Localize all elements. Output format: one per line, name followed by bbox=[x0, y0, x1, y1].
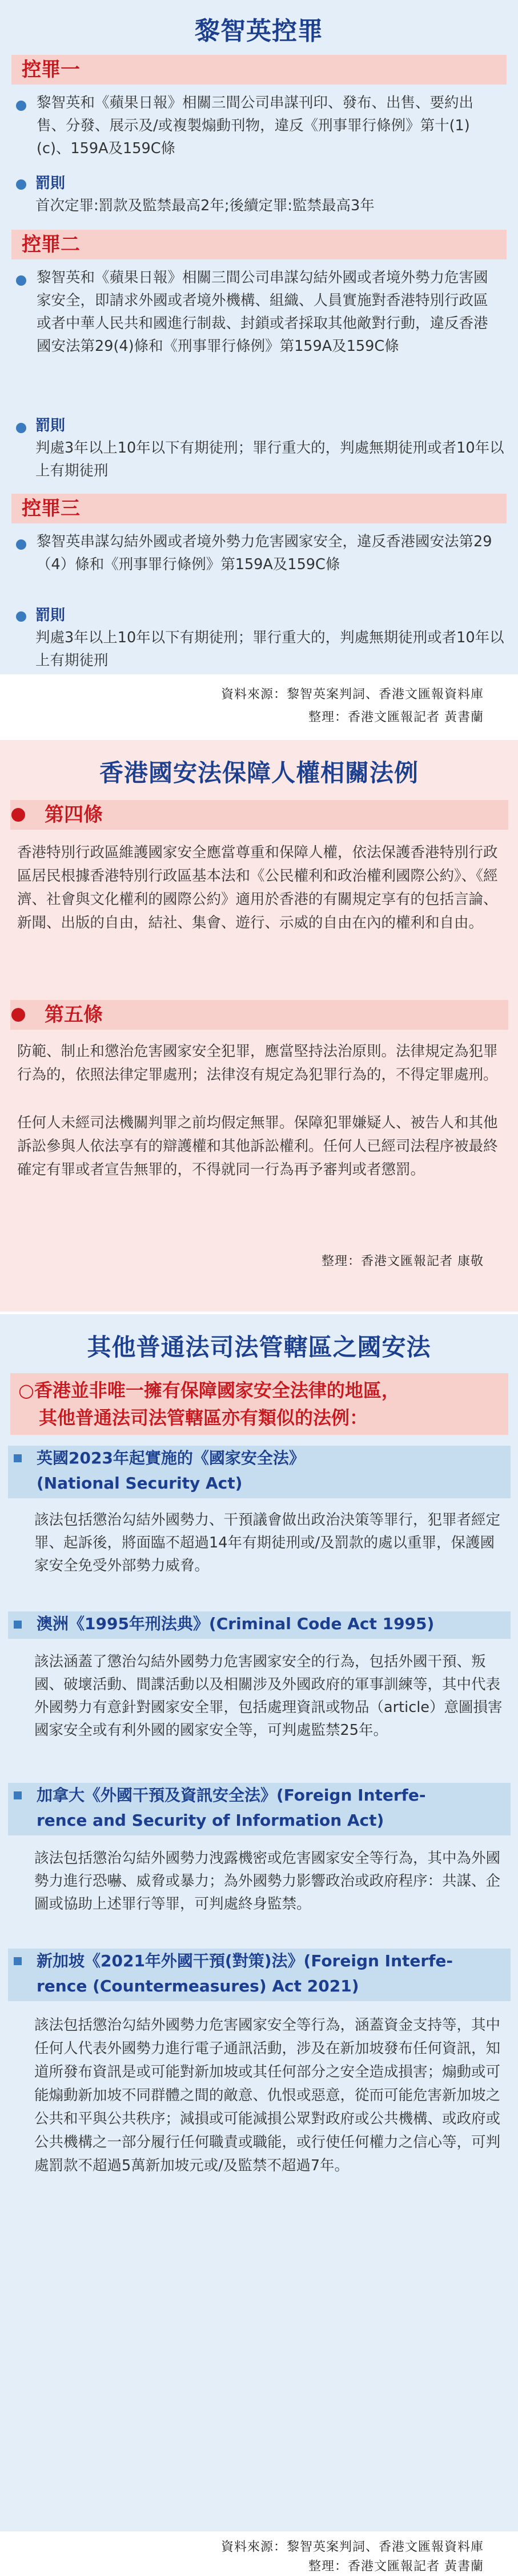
country-title-singapore: 新加坡《2021年外國干預(對策)法》(Foreign Interfe- bbox=[37, 1951, 453, 1970]
article-4-header: 第四條 bbox=[10, 800, 508, 830]
square-bullet-icon bbox=[14, 1957, 22, 1965]
country-text-singapore: 該法包括懲治勾結外國勢力危害國家安全等行為，涵蓋資金支持等，其中任何人代表外國勢力進行電子通訊活動，涉及在新加坡發布任何資訊，知道所發布資訊是或可能對新加坡或其任何部分之安全造成損害；煽動或可能煽動新加坡不同群體之間的敵意、仇恨或惡意，從而可能危害新加坡之公共和平與公共秩序；減損或可能減損公眾對政府或公共機構、或政府或公共機構之一部分履行任何職責或職能，或行使任何權力之信心等，可判處罰款不超過5萬新加坡元或/及監禁不超過7年。 bbox=[34, 2017, 501, 2174]
intro-line-1: ○香港並非唯一擁有保障國家安全法律的地區， bbox=[18, 1379, 400, 1401]
charge-1-penalty-label: 罰則 bbox=[35, 175, 66, 192]
charge-3-penalty-text: 判處3年以上10年以下有期徒刑；罪行重大的，判處無期徒刑或者10年以上有期徒刑 bbox=[35, 629, 504, 669]
compiler-credit: 整理：香港文匯報記者 黃書蘭 bbox=[308, 710, 484, 725]
country-header-australia bbox=[8, 1611, 511, 1639]
square-bullet-icon bbox=[14, 1621, 22, 1629]
charge-1-text: 黎智英和《蘋果日報》相關三間公司串謀刊印、發布、出售、要約出售、分發、展示及/或複製煽動刊物，違反《刑事罪行條例》第十(1)(c)、159A及159C條 bbox=[37, 94, 474, 157]
charge-2-header: 控罪二 bbox=[11, 230, 507, 259]
country-subtitle-uk: (National Security Act) bbox=[37, 1474, 243, 1493]
charge-2-penalty-label: 罰則 bbox=[35, 417, 66, 434]
country-subtitle-canada: rence and Security of Information Act) bbox=[37, 1811, 384, 1830]
bullet-icon bbox=[16, 611, 26, 622]
square-bullet-icon bbox=[14, 1454, 22, 1462]
article-5-header: 第五條 bbox=[10, 1000, 508, 1030]
charge-3-text: 黎智英串謀勾結外國或者境外勢力危害國家安全，違反香港國安法第29（4）條和《刑事罪行條例》第159A及159C條 bbox=[37, 533, 492, 573]
charge-1-penalty-text: 首次定罪:罰款及監禁最高2年;後續定罪:監禁最高3年 bbox=[35, 197, 375, 214]
article-5-text-1: 防範、制止和懲治危害國家安全犯罪，應當堅持法治原則。法律規定為犯罪行為的，依照法律定罪處刑；法律沒有規定為犯罪行為的，不得定罪處刑。 bbox=[17, 1043, 498, 1083]
country-header-canada bbox=[8, 1783, 511, 1835]
country-text-australia: 該法涵蓋了懲治勾結外國勢力危害國家安全的行為，包括外國干預、叛國、破壞活動、間諜活動以及相關涉及外國政府的軍事訓練等，其中代表外國勢力有意針對國家安全罪，包括處理資訊或物品（article）意圖損害國家安全或有利外國的國家安全等，可判處監禁25年。 bbox=[34, 1653, 503, 1739]
intro-box bbox=[10, 1373, 508, 1435]
article-5-text-2: 任何人未經司法機關判罪之前均假定無罪。保障犯罪嫌疑人、被告人和其他訴訟參與人依法享有的辯護權和其他訴訟權利。任何人已經司法程序被最終確定有罪或者宣告無罪的，不得就同一行為再予審判或者懲罰。 bbox=[17, 1114, 498, 1178]
intro-line-2: 其他普通法司法管轄區亦有類似的法例： bbox=[39, 1407, 368, 1429]
human-rights-title: 香港國安法保障人權相關法例 bbox=[99, 759, 419, 787]
square-bullet-icon bbox=[14, 1791, 22, 1799]
compiler-credit: 整理：香港文匯報記者 康敬 bbox=[322, 1254, 484, 1269]
charge-2-penalty-text: 判處3年以上10年以下有期徒刑；罪行重大的，判處無期徒刑或者10年以上有期徒刑 bbox=[35, 439, 504, 479]
charge-2-text: 黎智英和《蘋果日報》相關三間公司串謀勾結外國或者境外勢力危害國家安全，即請求外國或者境外機構、組織、人員實施對香港特別行政區或者中華人民共和國進行制裁、封鎖或者採取其他敵對行動，違反香港國安法第29(4)條和《刑事罪行條例》第159A及159C條 bbox=[37, 269, 488, 355]
other-jurisdictions-title: 其他普通法司法管轄區之國安法 bbox=[87, 1333, 431, 1361]
bullet-icon bbox=[16, 179, 26, 190]
country-subtitle-singapore: rence (Countermeasures) Act 2021) bbox=[37, 1977, 359, 1995]
bullet-icon bbox=[16, 539, 26, 550]
red-bullet-icon bbox=[11, 808, 25, 822]
bullet-icon bbox=[16, 275, 26, 286]
country-title-canada: 加拿大《外國干預及資訊安全法》(Foreign Interfe- bbox=[37, 1786, 426, 1805]
country-text-uk: 該法包括懲治勾結外國勢力、干預議會做出政治決策等罪行，犯罪者經定罪、起訴後，將面臨不超過14年有期徒刑或/及罰款的處以重罪，保護國家安全免受外部勢力威脅。 bbox=[34, 1511, 501, 1574]
bullet-icon bbox=[16, 101, 26, 111]
country-title-australia: 澳洲《1995年刑法典》(Criminal Code Act 1995) bbox=[37, 1614, 435, 1633]
source-credit: 資料來源：黎智英案判詞、香港文匯報資料庫 bbox=[220, 687, 484, 702]
charge-1-header: 控罪一 bbox=[11, 55, 507, 85]
compiler-credit: 整理：香港文匯報記者 黃書蘭 bbox=[308, 2559, 484, 2574]
source-credit: 資料來源：黎智英案判詞、香港文匯報資料庫 bbox=[220, 2540, 484, 2554]
bullet-icon bbox=[16, 423, 26, 433]
charges-title: 黎智英控罪 bbox=[195, 17, 323, 46]
charge-3-header: 控罪三 bbox=[11, 494, 507, 523]
red-bullet-icon bbox=[11, 1008, 25, 1022]
country-header-uk bbox=[8, 1446, 511, 1498]
country-header-singapore bbox=[8, 1949, 511, 2001]
article-4-text: 香港特別行政區維護國家安全應當尊重和保障人權，依法保護香港特別行政區居民根據香港特別行政區基本法和《公民權利和政治權利國際公約》、《經濟、社會與文化權利的國際公約》適用於香港的有關規定享有的包括言論、新聞、出版的自由，結社、集會、遊行、示威的自由在內的權利和自由。 bbox=[17, 844, 498, 931]
country-title-uk: 英國2023年起實施的《國家安全法》 bbox=[37, 1449, 305, 1467]
charge-3-penalty-label: 罰則 bbox=[35, 607, 66, 624]
country-text-canada: 該法包括懲治勾結外國勢力洩露機密或危害國家安全等行為，其中為外國勢力進行恐嚇、威脅或暴力；為外國勢力影響政治或政府程序：共謀、企圖或協助上述罪行等罪，可判處終身監禁。 bbox=[34, 1850, 501, 1913]
